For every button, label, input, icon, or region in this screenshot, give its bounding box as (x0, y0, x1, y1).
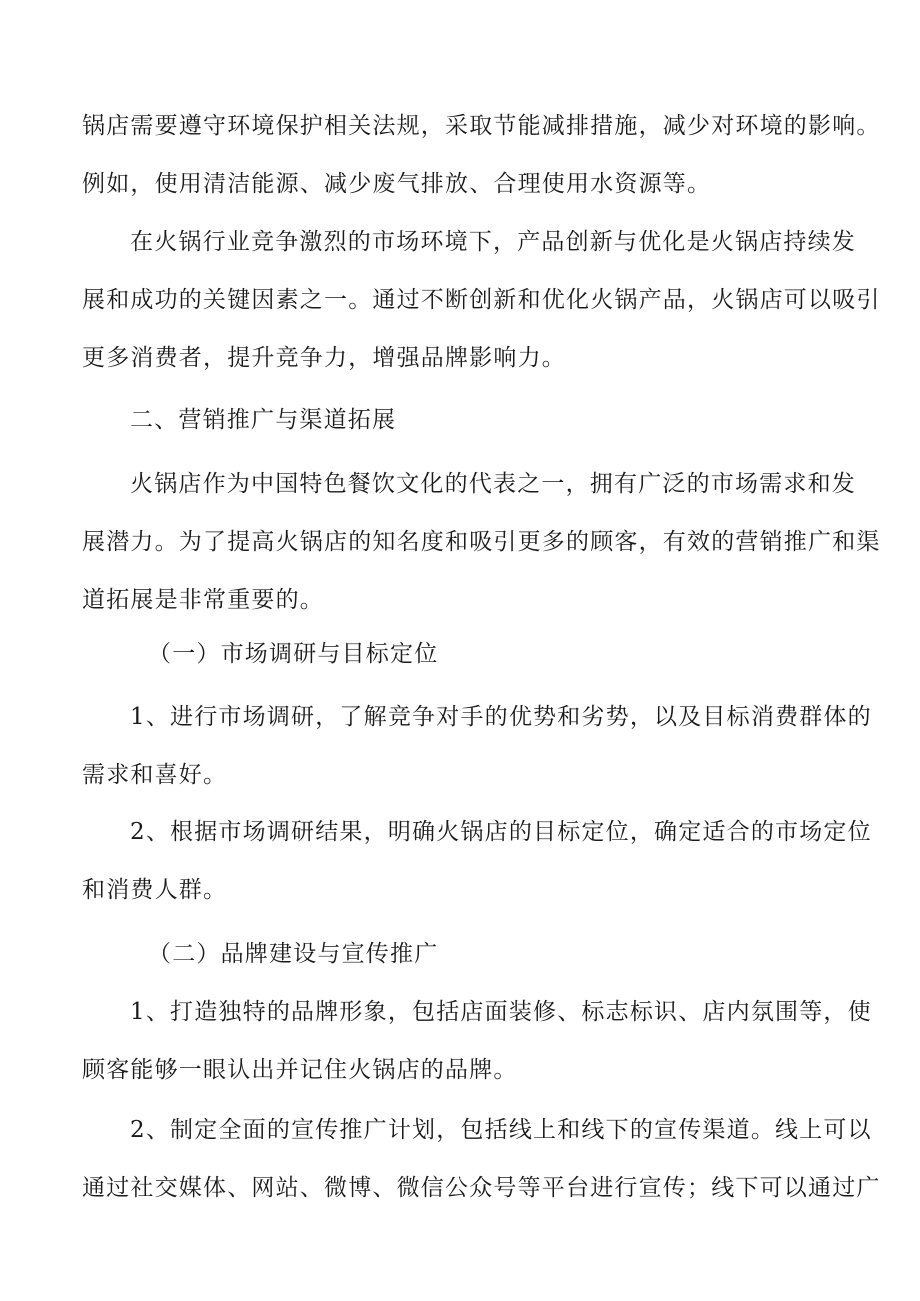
section-heading (82, 391, 842, 449)
text-line: 展潜力。为了提高火锅店的知名度和吸引更多的顾客，有效的营销推广和渠 (82, 529, 881, 555)
subheading-text: （一）市场调研与目标定位 (148, 641, 439, 667)
text-line: 2、根据市场调研结果，明确火锅店的目标定位，确定适合的市场定位 (130, 819, 872, 845)
paragraph-brand-1 (82, 983, 872, 1099)
paragraph-research-2 (82, 803, 872, 919)
paragraph-brand-2 (82, 1101, 881, 1217)
paragraph-marketing-intro (82, 455, 881, 629)
text-line: 通过社交媒体、网站、微博、微信公众号等平台进行宣传；线下可以通过广 (82, 1175, 881, 1201)
text-line: 2、制定全面的宣传推广计划，包括线上和线下的宣传渠道。线上可以 (130, 1117, 872, 1143)
text-line: 1、打造独特的品牌形象，包括店面装修、标志标识、店内氛围等，使 (130, 999, 872, 1025)
text-line: 在火锅行业竞争激烈的市场环境下，产品创新与优化是火锅店持续发 (130, 229, 856, 255)
text-line: 锅店需要遵守环境保护相关法规，采取节能减排措施，减少对环境的影响。 (82, 113, 881, 139)
paragraph-research-1 (82, 688, 872, 804)
subheading-market-research (82, 625, 842, 683)
subheading-text: （二）品牌建设与宣传推广 (148, 941, 439, 967)
heading-text: 二、营销推广与渠道拓展 (130, 407, 397, 433)
paragraph-innovation (82, 213, 881, 387)
text-line: 火锅店作为中国特色餐饮文化的代表之一，拥有广泛的市场需求和发 (130, 471, 856, 497)
text-line: 顾客能够一眼认出并记住火锅店的品牌。 (82, 1057, 518, 1083)
text-line: 需求和喜好。 (82, 762, 228, 788)
text-line: 展和成功的关键因素之一。通过不断创新和优化火锅产品，火锅店可以吸引 (82, 287, 881, 313)
text-line: 道拓展是非常重要的。 (82, 587, 324, 613)
text-line: 1、进行市场调研，了解竞争对手的优势和劣势，以及目标消费群体的 (130, 704, 872, 730)
text-line: 例如，使用清洁能源、减少废气排放、合理使用水资源等。 (82, 171, 712, 197)
text-line: 更多消费者，提升竞争力，增强品牌影响力。 (82, 345, 566, 371)
paragraph-environment (82, 97, 881, 213)
subheading-brand (82, 925, 842, 983)
text-line: 和消费人群。 (82, 877, 228, 903)
